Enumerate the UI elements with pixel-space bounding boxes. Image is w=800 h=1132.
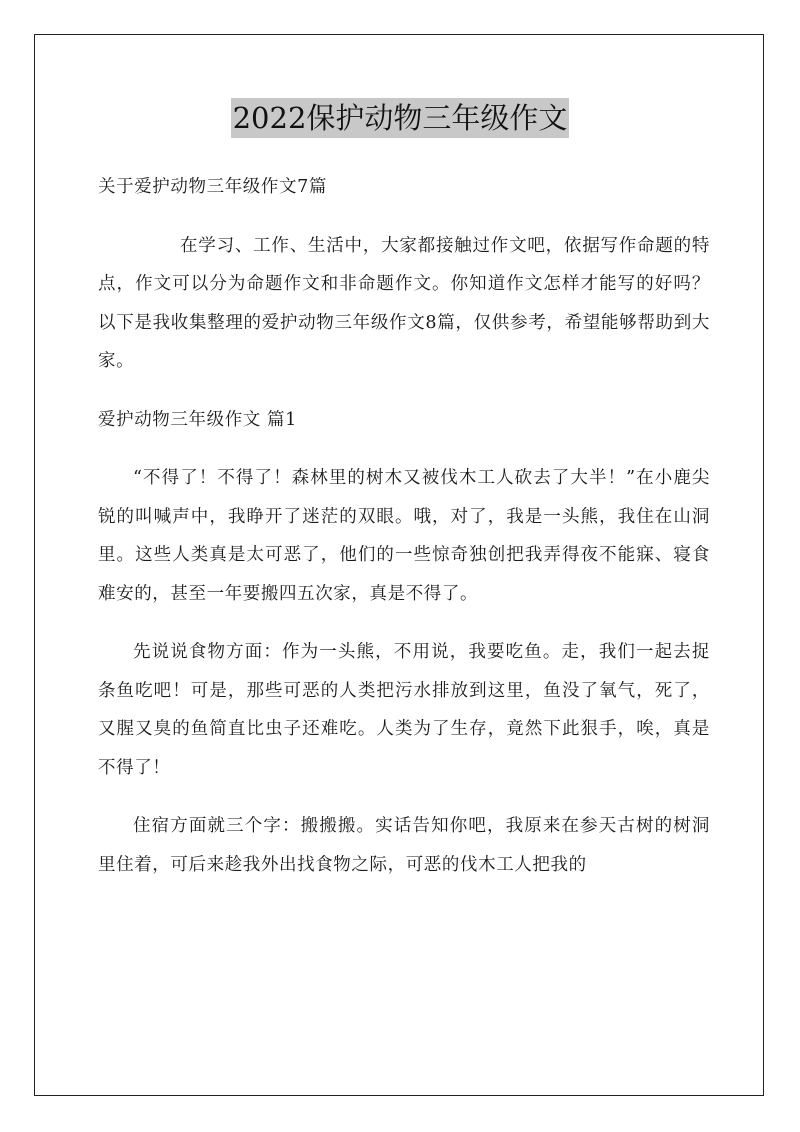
essay-paragraph-1: “不得了！不得了！森林里的树木又被伐木工人砍去了大半！”在小鹿尖锐的叫喊声中，我睁开了迷茫的双眼。哦，对了，我是一头熊，我住在山洞里。这些人类真是太可恶了，他们的一些惊奇独创把我弄得夜不能寐、寝食难安的，甚至一年要搬四五次家，真是不得了。	[98, 468, 710, 604]
document-title-wrapper	[0, 98, 800, 138]
document-title: 2022保护动物三年级作文	[231, 98, 570, 138]
document-body	[98, 168, 710, 904]
essay-paragraph-2: 先说说食物方面：作为一头熊，不用说，我要吃鱼。走，我们一起去捉条鱼吃吧！可是，那些可恶的人类把污水排放到这里，鱼没了氧气，死了，又腥又臭的鱼简直比虫子还难吃。人类为了生存，竟然下此狠手，唉，真是不得了！	[98, 642, 710, 778]
intro-paragraph: 在学习、工作、生活中，大家都接触过作文吧，依据写作命题的特点，作文可以分为命题作文和非命题作文。你知道作文怎样才能写的好吗？以下是我收集整理的爱护动物三年级作文8篇，仅供参考，希望能够帮助到大家。	[98, 235, 710, 371]
document-subtitle: 关于爱护动物三年级作文7篇	[98, 177, 327, 197]
section-heading: 爱护动物三年级作文 篇1	[98, 409, 297, 430]
essay-paragraph-3: 住宿方面就三个字：搬搬搬。实话告知你吧，我原来在参天古树的树洞里住着，可后来趁我外出找食物之际，可恶的伐木工人把我的	[98, 816, 710, 875]
